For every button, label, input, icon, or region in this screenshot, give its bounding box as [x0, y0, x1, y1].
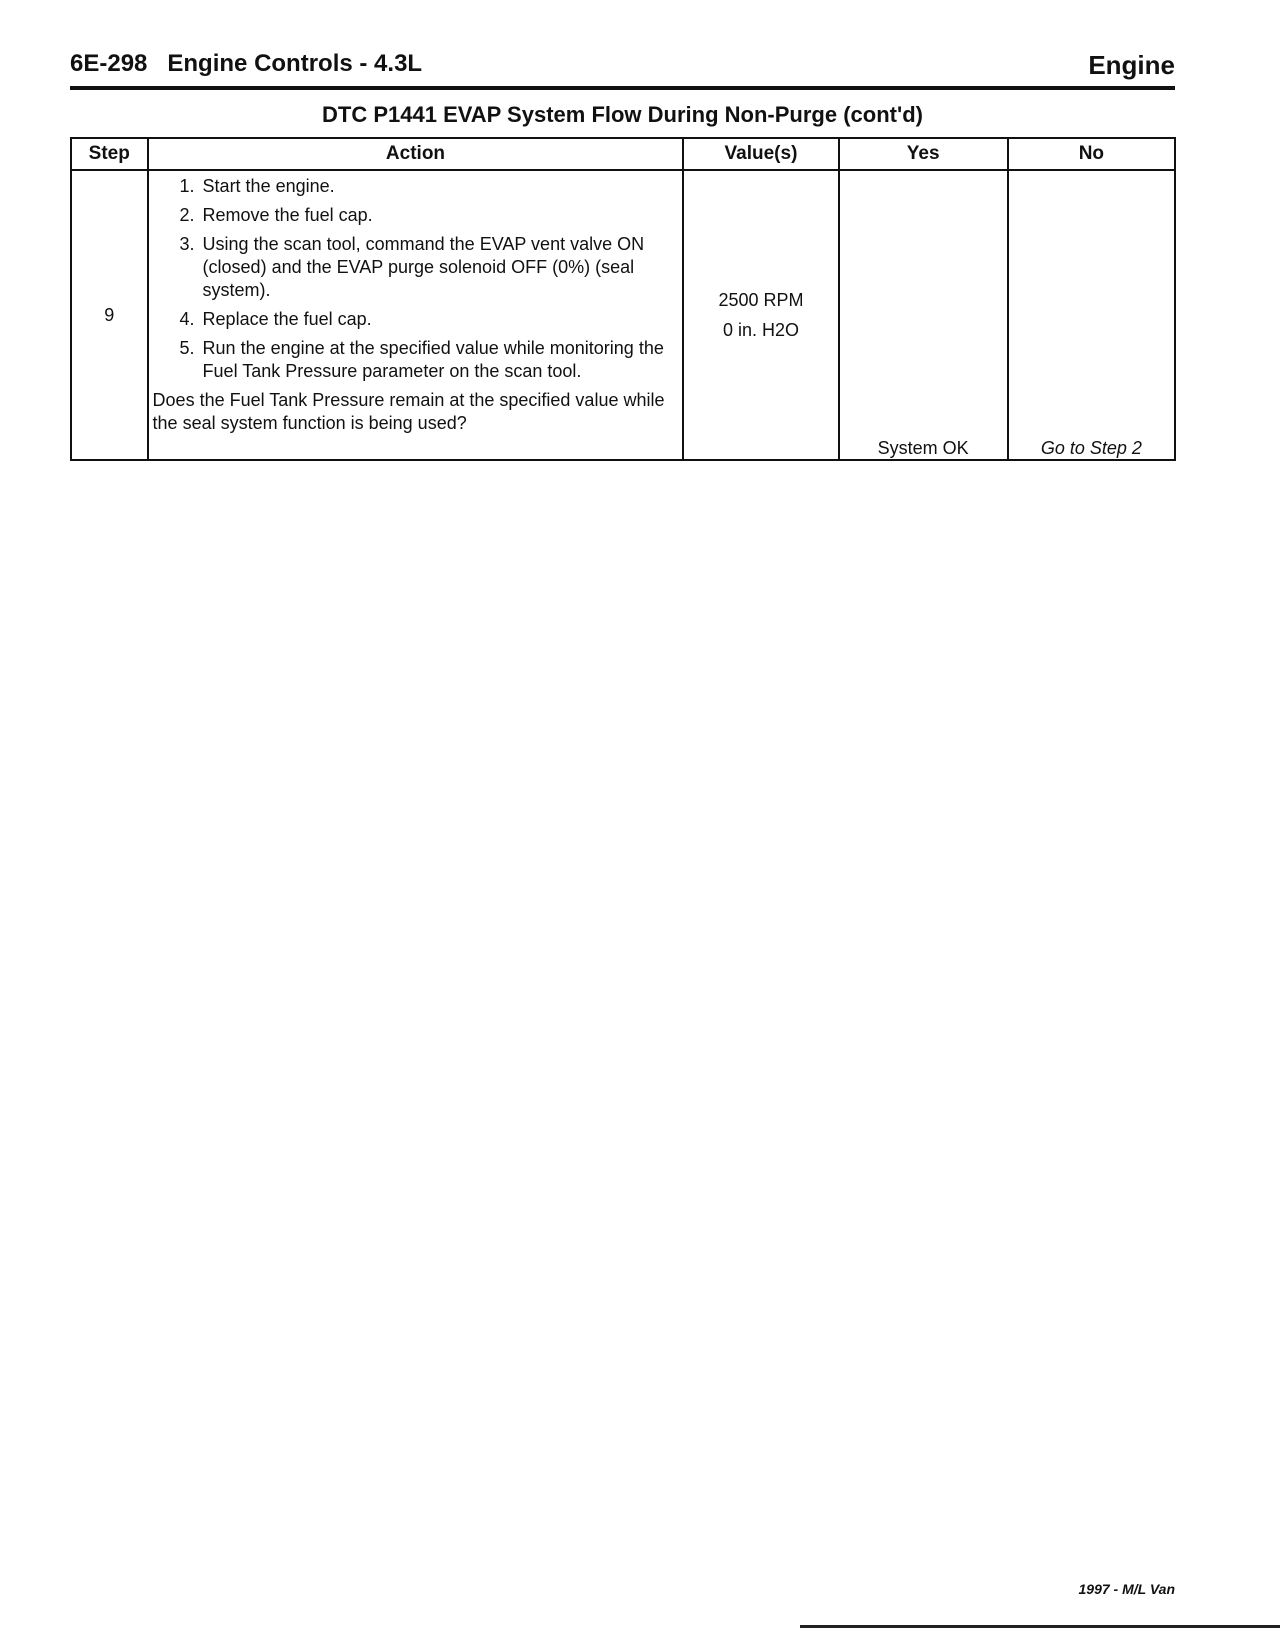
action-step-text: Using the scan tool, command the EVAP vent valve ON (closed) and the EVAP purge solenoid OFF (0%) (seal system). — [202, 234, 645, 300]
action-question: Does the Fuel Tank Pressure remain at the specified value while the seal system function is being used? — [152, 390, 665, 433]
footer-rule — [800, 1625, 1280, 1628]
diagnostic-table — [70, 137, 1176, 461]
page-header — [70, 50, 1175, 86]
action-step — [149, 337, 683, 383]
header-left — [70, 50, 422, 78]
action-step-text: Remove the fuel cap. — [202, 205, 373, 225]
yes-cell: System OK — [839, 170, 1008, 460]
action-step-text: Run the engine at the specified value while monitoring the Fuel Tank Pressure parameter on the scan tool. — [202, 338, 664, 381]
no-result: Go to Step 2 — [1040, 438, 1142, 458]
no-cell — [1008, 170, 1175, 460]
action-step — [149, 233, 683, 302]
section-title: Engine Controls - 4.3L — [167, 50, 423, 77]
column-header-step: Step — [71, 138, 148, 170]
action-step — [149, 175, 683, 198]
table-header-row — [71, 138, 1175, 170]
action-step-number: 3. — [179, 234, 195, 254]
column-header-values: Value(s) — [683, 138, 838, 170]
section-category: Engine — [1088, 50, 1175, 80]
action-step-number: 1. — [179, 176, 195, 196]
action-step-text: Replace the fuel cap. — [202, 309, 372, 329]
action-step-number: 5. — [179, 338, 195, 358]
action-step-text: Start the engine. — [202, 176, 335, 196]
page-footer: 1997 - M/L Van — [1078, 1581, 1175, 1597]
table-row — [71, 170, 1175, 460]
action-steps — [149, 175, 683, 383]
step-number: 9 — [71, 170, 148, 460]
page-number: 6E-298 — [70, 50, 148, 77]
column-header-action: Action — [148, 138, 684, 170]
action-step — [149, 308, 683, 331]
values-cell — [683, 170, 838, 460]
action-cell — [148, 170, 684, 460]
table-title: DTC P1441 EVAP System Flow During Non-Purge (cont'd) — [322, 102, 923, 127]
header-rule — [70, 86, 1175, 90]
column-header-yes: Yes — [839, 138, 1008, 170]
action-step — [149, 204, 683, 227]
value-pressure: 0 in. H2O — [722, 320, 799, 340]
column-header-no: No — [1008, 138, 1175, 170]
action-step-number: 4. — [179, 309, 195, 329]
value-rpm: 2500 RPM — [718, 290, 804, 310]
action-step-number: 2. — [179, 205, 195, 225]
